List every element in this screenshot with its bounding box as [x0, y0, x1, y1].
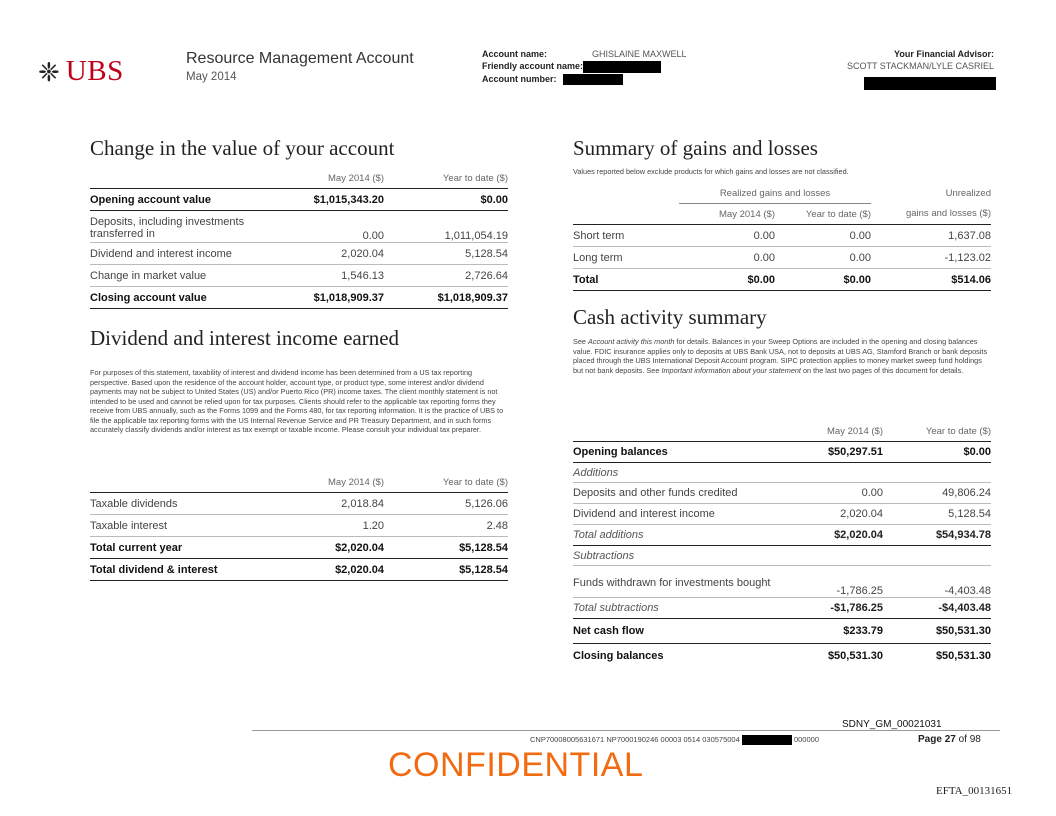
row-label: Closing balances: [573, 650, 664, 663]
advisor-label: Your Financial Advisor:: [893, 49, 994, 59]
row-label: Taxable interest: [90, 515, 290, 537]
redaction-box: [563, 74, 623, 85]
row-value: 5,128.54: [883, 504, 991, 525]
row-value: -$1,786.25: [773, 598, 883, 619]
footer-codes: CNP70008005631671 NP7000190246 00003 0514 030575004 000000: [530, 735, 819, 744]
friendly-name-label: Friendly account name:: [482, 61, 584, 71]
row-label: Deposits, including investments transferred in: [90, 211, 290, 243]
row-value: 1.20: [290, 515, 384, 537]
col-header: May 2014 ($): [827, 425, 883, 437]
row-value: $1,018,909.37: [290, 287, 384, 309]
col-header: Year to date ($): [442, 172, 508, 184]
brand-name: UBS: [65, 55, 124, 87]
bates-number: SDNY_GM_00021031: [842, 719, 942, 730]
row-value: 5,126.06: [384, 493, 508, 515]
row-label: Deposits and other funds credited: [573, 483, 773, 504]
row-value: $1,018,909.37: [384, 287, 508, 309]
dividend-table: [90, 472, 508, 581]
row-label: Change in market value: [90, 265, 290, 287]
row-value: $50,531.30: [827, 650, 883, 663]
row-label: Opening account value: [90, 189, 290, 211]
row-label: Net cash flow: [573, 619, 773, 644]
realized-header: Realized gains and losses: [679, 183, 871, 204]
ubs-keys-icon: ❈: [38, 56, 60, 87]
row-value: -1,123.02: [871, 247, 991, 269]
account-name-value: GHISLAINE MAXWELL: [592, 49, 687, 59]
row-value: 1,011,054.19: [384, 211, 508, 243]
row-value: $50,531.30: [883, 619, 991, 644]
advisor-info: [847, 48, 994, 72]
col-header: Year to date ($): [442, 476, 508, 488]
row-value: $50,297.51: [773, 442, 883, 463]
row-value: 0.00: [679, 247, 775, 269]
additions-label: Additions: [573, 463, 991, 483]
row-value: $5,128.54: [384, 559, 508, 581]
row-value: $2,020.04: [290, 559, 384, 581]
footer-divider: [252, 730, 1000, 731]
row-value: $2,020.04: [834, 529, 883, 541]
row-label: Short term: [573, 225, 679, 247]
row-value: $233.79: [773, 619, 883, 644]
change-value-table: [90, 168, 508, 309]
row-value: 49,806.24: [883, 483, 991, 504]
row-value: 0.00: [773, 483, 883, 504]
change-value-heading: Change in the value of your account: [90, 136, 395, 160]
col-header: gains and losses ($): [905, 208, 991, 220]
row-label: Closing account value: [90, 287, 290, 309]
gains-heading: Summary of gains and losses: [573, 136, 818, 160]
row-value: 5,128.54: [384, 243, 508, 265]
col-header: May 2014 ($): [719, 208, 775, 220]
row-value: 2,018.84: [290, 493, 384, 515]
row-label: Total additions: [573, 529, 644, 541]
confidential-stamp: CONFIDENTIAL: [388, 746, 644, 784]
account-number-label: Account number:: [482, 73, 557, 84]
efta-number: EFTA_00131651: [936, 785, 1013, 797]
cash-heading: Cash activity summary: [573, 305, 767, 329]
page-number: Page 27 of 98: [918, 734, 981, 745]
col-header: Year to date ($): [805, 208, 871, 220]
statement-date: May 2014: [186, 71, 237, 83]
row-value: $514.06: [871, 269, 991, 291]
row-label: Total dividend & interest: [90, 559, 290, 581]
row-value: 0.00: [775, 225, 871, 247]
dividend-note: For purposes of this statement, taxability of interest and dividend income has been determined from a US tax reporting perspective. Based upon the residence of the account holder, account type, or product type, some interest and/or dividend payments may not be subject to United States (US) and/or Puerto Rico (PR) income taxes. The client monthly statement is not intended to be used and cannot be relied upon for tax purposes. Clients should refer to the applicable tax reporting forms they receive from UBS annually, such as the Forms 1099 and the Forms 480, for tax reporting information. It is the practice of UBS to file the applicable tax reporting forms with the US Internal Revenue Service and PR Treasury Department, and in such forms accurately classify dividends and/or interest as tax exempt or taxable income. Please consult your individual tax preparer.: [90, 368, 504, 434]
row-value: $5,128.54: [384, 537, 508, 559]
account-name-label: Account name:: [482, 49, 548, 59]
row-value: 2,020.04: [773, 504, 883, 525]
cash-note: See Account activity this month for details. Balances in your Sweep Options are included in the opening and closing balances value. FDIC insurance applies only to deposits at UBS Bank USA, not to deposits at UBS AG, Stamford Branch or bank deposits placed through the UBS International Deposit Account program. SIPC protection applies to money market sweep fund holdings but not bank deposits. See Important information about your statement on the last two pages of this document for details.: [573, 337, 988, 375]
row-value: $0.00: [775, 269, 871, 291]
row-value: $0.00: [679, 269, 775, 291]
row-label: Total subtractions: [573, 598, 773, 619]
advisor-value: SCOTT STACKMAN/LYLE CASRIEL: [846, 61, 994, 71]
row-value: $50,531.30: [935, 650, 991, 663]
row-label: Long term: [573, 247, 679, 269]
row-value: $0.00: [883, 442, 991, 463]
dividend-heading: Dividend and interest income earned: [90, 326, 400, 350]
row-value: $0.00: [384, 189, 508, 211]
gains-table: [573, 183, 991, 291]
row-value: 1,637.08: [871, 225, 991, 247]
row-label: Funds withdrawn for investments bought: [573, 566, 773, 598]
row-value: 0.00: [775, 247, 871, 269]
row-value: $54,934.78: [935, 529, 991, 541]
redaction-box: [864, 77, 996, 90]
redaction-box: [583, 61, 661, 73]
row-label: Dividend and interest income: [573, 504, 773, 525]
row-value: -$4,403.48: [883, 598, 991, 619]
row-label: Dividend and interest income: [90, 243, 290, 265]
row-value: $2,020.04: [290, 537, 384, 559]
redaction-box: [742, 735, 792, 745]
col-header: May 2014 ($): [328, 476, 384, 488]
row-value: 2,726.64: [384, 265, 508, 287]
gains-note: Values reported below exclude products for which gains and losses are not classified.: [573, 167, 849, 176]
row-label: Total: [573, 269, 679, 291]
statement-title: Resource Management Account: [186, 50, 414, 67]
col-header: May 2014 ($): [328, 172, 384, 184]
row-value: $1,015,343.20: [290, 189, 384, 211]
row-value: 0.00: [290, 211, 384, 243]
row-value: 2.48: [384, 515, 508, 537]
row-label: Taxable dividends: [90, 493, 290, 515]
row-value: -4,403.48: [883, 566, 991, 598]
subtractions-label: Subtractions: [573, 546, 991, 566]
cash-table: [573, 421, 991, 669]
row-label: Opening balances: [573, 442, 773, 463]
row-label: Total current year: [90, 537, 290, 559]
row-value: 0.00: [679, 225, 775, 247]
unrealized-header: Unrealized: [945, 187, 991, 199]
row-value: 1,546.13: [290, 265, 384, 287]
row-value: 2,020.04: [290, 243, 384, 265]
row-value: -1,786.25: [773, 566, 883, 598]
col-header: Year to date ($): [925, 425, 991, 437]
ubs-logo: [38, 57, 124, 86]
